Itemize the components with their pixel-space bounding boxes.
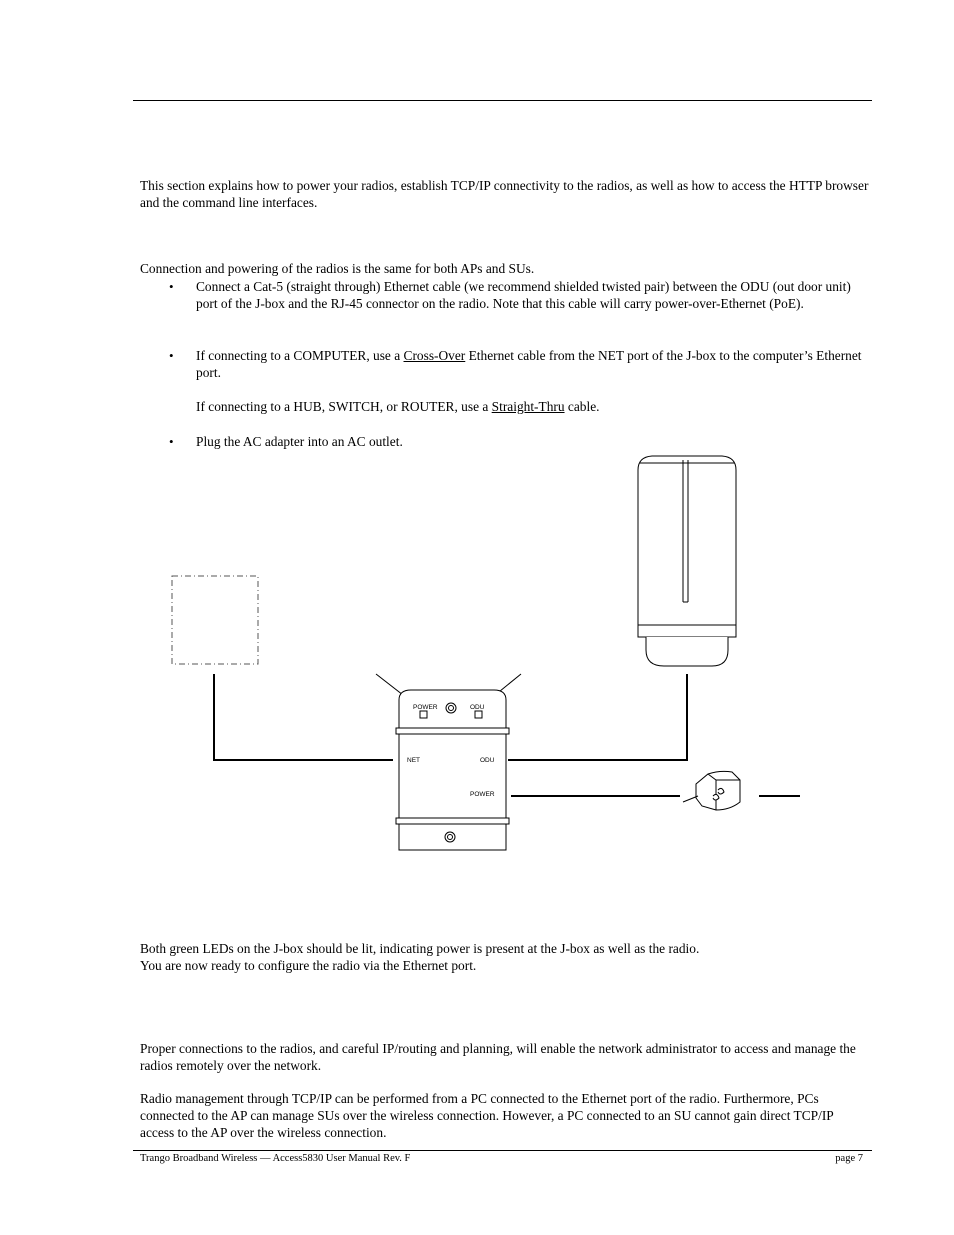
bullet-cat5-cable: Connect a Cat-5 (straight through) Ethernet cable (we recommend shielded twisted pair) between the ODU (out door unit) port of the J-box and the RJ-45 connector on the radio. Note that this cable will carry power-over-Ethernet (PoE). bbox=[196, 279, 851, 311]
management-paragraph-1: Proper connections to the radios, and careful IP/routing and planning, will enable the network administrator to access and manage the radios remotely over the network. bbox=[140, 1041, 856, 1073]
odu-led bbox=[475, 711, 482, 718]
power-led-label: POWER bbox=[413, 704, 438, 711]
page-number: page 7 bbox=[835, 1153, 863, 1164]
power-port-label: POWER bbox=[470, 791, 495, 798]
power-led bbox=[420, 711, 427, 718]
odu-cable bbox=[508, 674, 687, 760]
bullet-ac-adapter: Plug the AC adapter into an AC outlet. bbox=[196, 434, 403, 449]
net-port-label: NET bbox=[407, 757, 420, 764]
footer-rule bbox=[133, 1150, 872, 1151]
odu-led-label: ODU bbox=[470, 704, 485, 711]
header-rule bbox=[133, 100, 872, 101]
bullet-hub-connection bbox=[196, 398, 866, 415]
leds-note-2: You are now ready to configure the radio via the Ethernet port. bbox=[140, 958, 477, 973]
connection-intro: Connection and powering of the radios is the same for both APs and SUs. bbox=[140, 261, 535, 276]
bullet-text: If connecting to a COMPUTER, use a bbox=[196, 348, 404, 363]
bullet-computer-connection bbox=[196, 347, 866, 381]
management-paragraph-2: Radio management through TCP/IP can be performed from a PC connected to the Ethernet port of the radio. Furthermore, PCs connected to the AP can manage SUs over the wireless connection. However, a PC connected to an SU cannot gain direct TCP/IP access to the AP over the wireless connection. bbox=[140, 1091, 834, 1140]
bullet-symbol: • bbox=[169, 279, 174, 294]
bullet-text: cable. bbox=[564, 399, 600, 414]
bullet-symbol: • bbox=[169, 434, 174, 449]
ac-adapter-icon bbox=[683, 771, 740, 810]
bullet-symbol: • bbox=[169, 348, 174, 363]
intro-paragraph: This section explains how to power your radios, establish TCP/IP connectivity to the radios, as well as how to access the HTTP browser and the command line interfaces. bbox=[140, 178, 869, 210]
radio-odu-icon bbox=[638, 456, 736, 666]
bullet-text: If connecting to a HUB, SWITCH, or ROUTER, use a bbox=[196, 399, 492, 414]
computer-outline bbox=[172, 576, 258, 664]
leds-note-1: Both green LEDs on the J-box should be lit, indicating power is present at the J-box as well as the radio. bbox=[140, 941, 700, 956]
j-box bbox=[396, 690, 509, 850]
net-cable bbox=[214, 674, 393, 760]
bullet-text: Ethernet cable from the NET port of the J-box to the computer’s Ethernet port. bbox=[196, 348, 862, 380]
straight-thru-term: Straight-Thru bbox=[491, 399, 565, 414]
odu-port-label: ODU bbox=[480, 757, 495, 764]
footer-title: Trango Broadband Wireless — Access5830 User Manual Rev. F bbox=[140, 1153, 411, 1164]
cross-over-term: Cross-Over bbox=[403, 348, 466, 363]
connection-diagram bbox=[0, 450, 954, 870]
